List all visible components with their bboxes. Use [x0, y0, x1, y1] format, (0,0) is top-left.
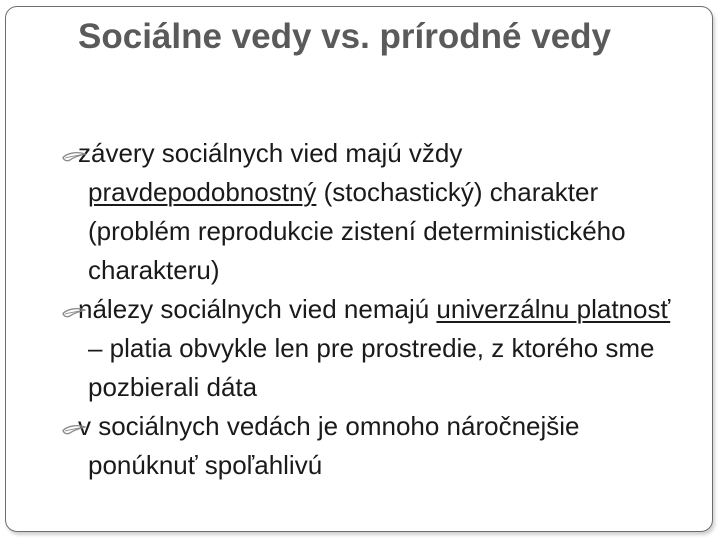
feather-bullet-icon	[62, 307, 86, 320]
feather-bullet-icon	[62, 424, 86, 437]
bullet-text-tail: – platia obvykle len pre prostredie, z ktorého sme pozbierali dáta	[88, 333, 655, 402]
bullet-text-tail: (stochastický) charakter (problém reprodukcie zistení deterministického charakteru)	[88, 177, 626, 285]
bullet-text-lead: nálezy sociálnych vied nemajú	[78, 294, 437, 324]
bullet-item	[78, 134, 688, 290]
feather-bullet-icon	[62, 151, 86, 164]
bullet-item	[78, 407, 688, 485]
bullet-item	[78, 290, 688, 407]
bullet-text-lead: v sociálnych vedách je omnoho náročnejšie ponúknuť spoľahlivú	[78, 411, 580, 480]
slide-title: Sociálne vedy vs. prírodné vedy	[78, 17, 611, 56]
bullet-list	[78, 134, 688, 485]
bullet-text-underlined: pravdepodobnostný	[88, 177, 317, 207]
bullet-text-lead: závery sociálnych vied majú vždy	[78, 138, 463, 168]
bullet-text-underlined: univerzálnu platnosť	[436, 294, 671, 324]
